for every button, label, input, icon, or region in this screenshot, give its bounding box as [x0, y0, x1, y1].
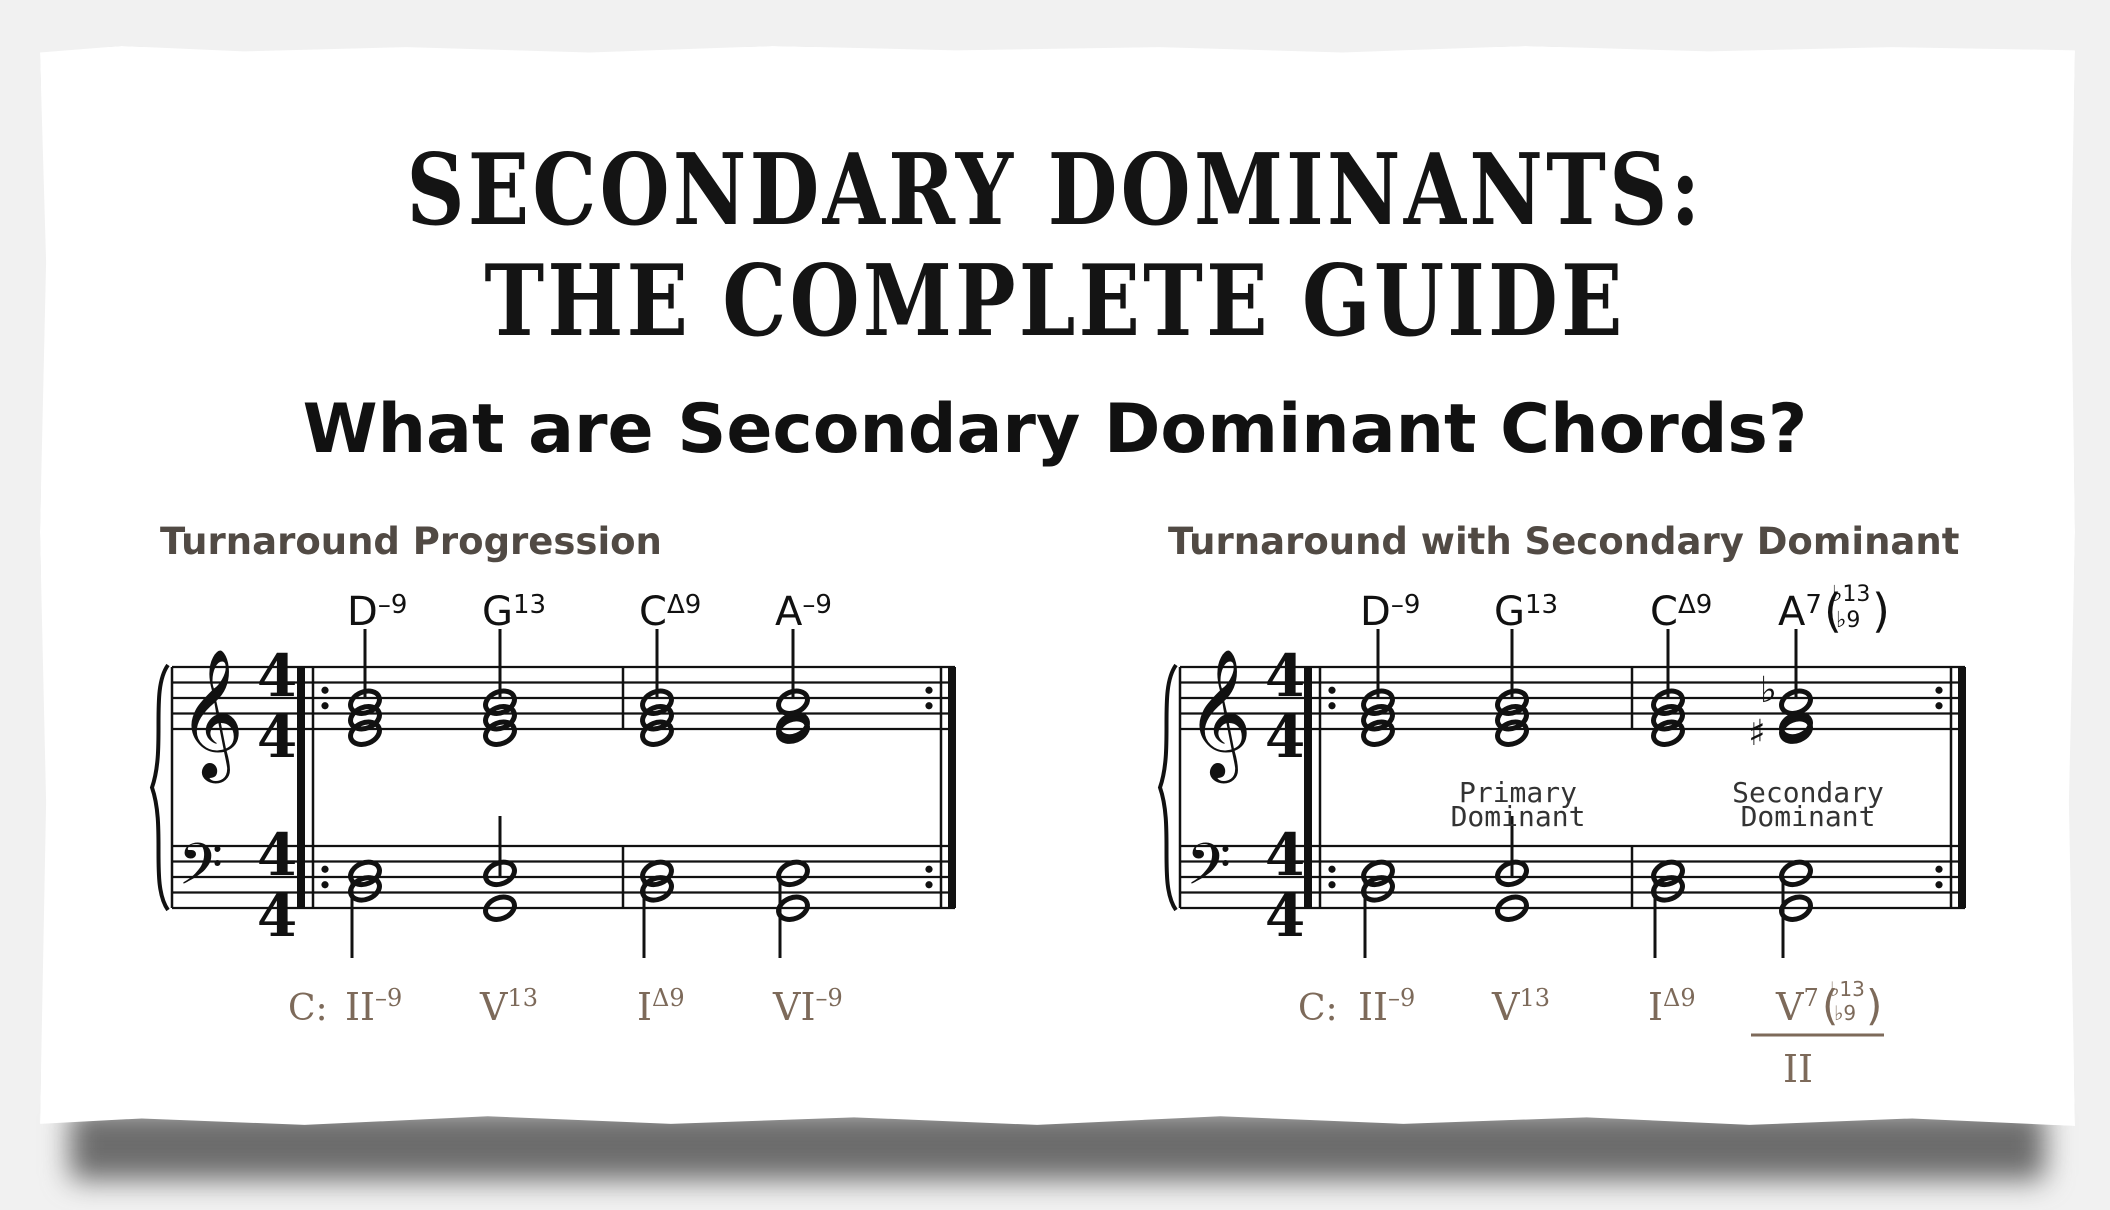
example-1-roman-numeral [479, 984, 538, 1029]
example-2-repeat-dot [1935, 702, 1942, 709]
example-2-numeral-paren-open: ( [1822, 981, 1839, 1030]
example-2-heading: Turnaround with Secondary Dominant [1168, 520, 1960, 563]
example-1-repeat-dot [925, 881, 932, 888]
example-2-numeral-extension-top: ♭13 [1830, 977, 1865, 1001]
example-2-annotation-line1: Secondary [1732, 776, 1884, 809]
example-2-chord-extension-top: ♭13 [1832, 582, 1871, 607]
example-2-numeral-extension-bottom: ♭9 [1834, 1001, 1857, 1025]
example-2-annotation-line2: Dominant [1450, 800, 1586, 833]
example-2-roman-numeral [1491, 984, 1550, 1029]
chord-quality: –9 [377, 590, 408, 620]
numeral-superscript: –9 [375, 984, 403, 1012]
example-2-bass-clef-icon: 𝄢 [1186, 830, 1232, 913]
chord-quality: Δ9 [1677, 590, 1713, 620]
example-1-chord-symbol [347, 589, 407, 635]
example-1-repeat-dot [925, 687, 932, 694]
example-2-numeral-paren-close: ) [1866, 981, 1883, 1030]
example-2-flat-icon: ♭ [1760, 670, 1777, 711]
example-1-repeat-dot [925, 866, 932, 873]
example-2-chord-paren-open: ( [1824, 584, 1842, 638]
chord-quality: 13 [513, 590, 547, 620]
title-line-1: SECONDARY DOMINANTS: [406, 133, 1704, 248]
numeral-base: V [1776, 985, 1804, 1029]
example-1-roman-numeral [637, 984, 685, 1029]
chord-root: G [1494, 589, 1525, 635]
example-1-heading: Turnaround Progression [160, 520, 662, 563]
example-2-roman-numeral [1775, 984, 1819, 1029]
example-2-treble-time-top: 4 [1264, 642, 1306, 710]
example-2-key-label: C: [1298, 988, 1338, 1029]
chord-root: C [1650, 589, 1678, 635]
title-line-2: THE COMPLETE GUIDE [484, 244, 1626, 359]
numeral-base: I [637, 985, 653, 1029]
chord-quality: –9 [802, 590, 832, 620]
example-1-chord-symbol [482, 589, 546, 635]
example-1-treble-time-top: 4 [256, 642, 298, 710]
example-2-bass-time-top: 4 [1264, 821, 1306, 889]
example-2-chord-symbol [1650, 589, 1712, 635]
numeral-base: V [480, 985, 508, 1029]
numeral-base: I [1648, 985, 1664, 1029]
example-1-repeat-dot [321, 866, 328, 873]
example-2-roman-numeral [1648, 984, 1696, 1029]
example-2-repeat-dot [1935, 881, 1942, 888]
example-2-chord-symbol [1494, 589, 1558, 635]
numeral-superscript: –9 [815, 984, 843, 1012]
example-2-numeral-target: II [1782, 1047, 1814, 1091]
example-2-sharp-icon: ♯ [1748, 713, 1766, 754]
example-1-roman-numeral [772, 984, 843, 1029]
numeral-base: V [1492, 985, 1520, 1029]
example-1-key-label: C: [288, 988, 328, 1029]
example-1-repeat-dot [321, 881, 328, 888]
chord-quality: Δ9 [666, 590, 702, 620]
numeral-base: II [1358, 985, 1389, 1029]
chord-root: D [347, 589, 378, 635]
numeral-base: II [345, 985, 376, 1029]
example-2-chord-extension-bottom: ♭9 [1836, 608, 1861, 633]
example-1-roman-numeral [345, 984, 402, 1029]
example-2-bass-time-bottom: 4 [1264, 882, 1306, 950]
numeral-superscript: 7 [1803, 984, 1819, 1012]
numeral-superscript: Δ9 [652, 984, 685, 1012]
example-1-repeat-dot [321, 702, 328, 709]
example-2-roman-numeral [1358, 984, 1415, 1029]
subtitle: What are Secondary Dominant Chords? [302, 390, 1808, 469]
example-1-repeat-dot [925, 702, 932, 709]
example-1-chord-symbol [775, 589, 832, 635]
example-1-treble-clef-icon: 𝄞 [178, 648, 245, 778]
example-2-treble-time-bottom: 4 [1264, 703, 1306, 771]
example-2-repeat-dot [1935, 866, 1942, 873]
numeral-superscript: Δ9 [1663, 984, 1696, 1012]
chord-quality: 13 [1525, 590, 1559, 620]
example-1-chord-symbol [639, 589, 701, 635]
example-2-brace [1160, 665, 1176, 910]
chord-root: A [1778, 589, 1806, 635]
example-2-annotation-line1: Primary [1458, 776, 1578, 809]
chord-root: G [482, 589, 513, 635]
example-2-chord-symbol [1778, 589, 1822, 635]
chord-quality: –9 [1390, 590, 1421, 620]
example-1-bass-time-bottom: 4 [256, 882, 298, 950]
numeral-superscript: 13 [507, 984, 538, 1012]
example-2-annotation-line2: Dominant [1740, 800, 1876, 833]
numeral-superscript: 13 [1519, 984, 1550, 1012]
example-2-repeat-dot [1328, 881, 1335, 888]
chord-root: C [639, 589, 667, 635]
chord-quality: 7 [1805, 590, 1822, 620]
example-1-bass-clef-icon: 𝄢 [178, 830, 224, 913]
example-2-repeat-dot [1328, 866, 1335, 873]
example-1-bass-time-top: 4 [256, 821, 298, 889]
numeral-superscript: –9 [1388, 984, 1416, 1012]
example-2-chord-symbol [1360, 589, 1420, 635]
example-1-brace [152, 665, 168, 910]
example-2-repeat-dot [1935, 687, 1942, 694]
numeral-base: VI [773, 985, 816, 1029]
example-1-treble-time-bottom: 4 [256, 703, 298, 771]
example-2-treble-clef-icon: 𝄞 [1186, 648, 1253, 778]
example-2-repeat-dot [1328, 687, 1335, 694]
chord-root: A [775, 589, 803, 635]
example-2-chord-paren-close: ) [1872, 584, 1890, 638]
example-2-repeat-dot [1328, 702, 1335, 709]
example-1-repeat-dot [321, 687, 328, 694]
chord-root: D [1360, 589, 1391, 635]
